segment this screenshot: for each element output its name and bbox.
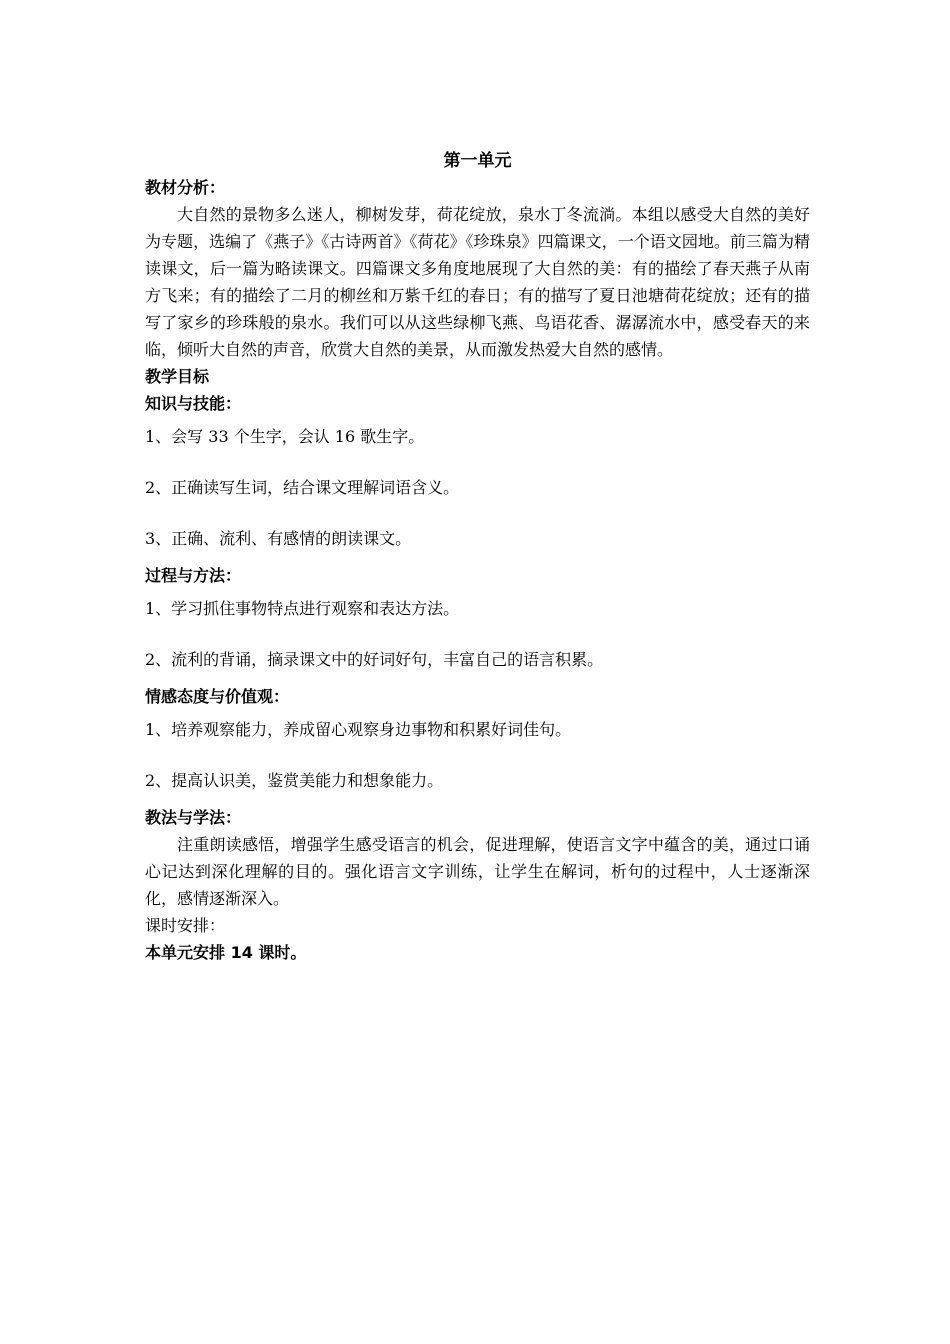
process-item-1: 1、学习抓住事物特点进行观察和表达方法。 — [145, 599, 460, 618]
knowledge-heading: 知识与技能： — [145, 394, 242, 413]
schedule-heading: 课时安排： — [145, 916, 226, 935]
knowledge-item-1: 1、会写 33 个生字，会认 16 歌生字。 — [145, 427, 425, 446]
analysis-heading: 教材分析： — [145, 178, 226, 197]
emotion-item-2: 2、提高认识美，鉴赏美能力和想象能力。 — [145, 771, 444, 790]
schedule-text: 本单元安排 14 课时。 — [145, 943, 307, 962]
analysis-paragraph: 大自然的景物多么迷人，柳树发芽，荷花绽放，泉水丁冬流淌。本组以感受大自然的美好为专题，选编了《燕子》《古诗两首》《荷花》《珍珠泉》四篇课文，一个语文园地。前三篇为精读课文，后一篇为略读课文。四篇课文多角度地展现了大自然的美：有的描绘了春天燕子从南方飞来；有的描绘了二月的柳丝和万紫千红的春日；有的描写了夏日池塘荷花绽放；还有的描写了家乡的珍珠般的泉水。我们可以从这些绿柳飞燕、鸟语花香、潺潺流水中，感受春天的来临，倾听大自然的声音，欣赏大自然的美景，从而激发热爱大自然的感情。 — [145, 205, 810, 359]
document-page — [145, 150, 810, 966]
emotion-heading: 情感态度与价值观： — [145, 687, 290, 706]
emotion-item-1: 1、培养观察能力，养成留心观察身边事物和积累好词佳句。 — [145, 720, 572, 739]
knowledge-item-3: 3、正确、流利、有感情的朗读课文。 — [145, 529, 412, 548]
process-heading: 过程与方法： — [145, 566, 242, 585]
process-item-2: 2、流利的背诵，摘录课文中的好词好句，丰富自己的语言积累。 — [145, 650, 604, 669]
method-heading: 教法与学法： — [145, 808, 242, 827]
page-title: 第一单元 — [443, 151, 512, 171]
goals-heading: 教学目标 — [145, 367, 210, 386]
method-paragraph: 注重朗读感悟，增强学生感受语言的机会，促进理解，使语言文字中蕴含的美，通过口诵心记达到深化理解的目的。强化语言文字训练，让学生在解词，析句的过程中，人士逐渐深化，感情逐渐深入。 — [145, 835, 810, 908]
knowledge-item-2: 2、正确读写生词，结合课文理解词语含义。 — [145, 478, 460, 497]
